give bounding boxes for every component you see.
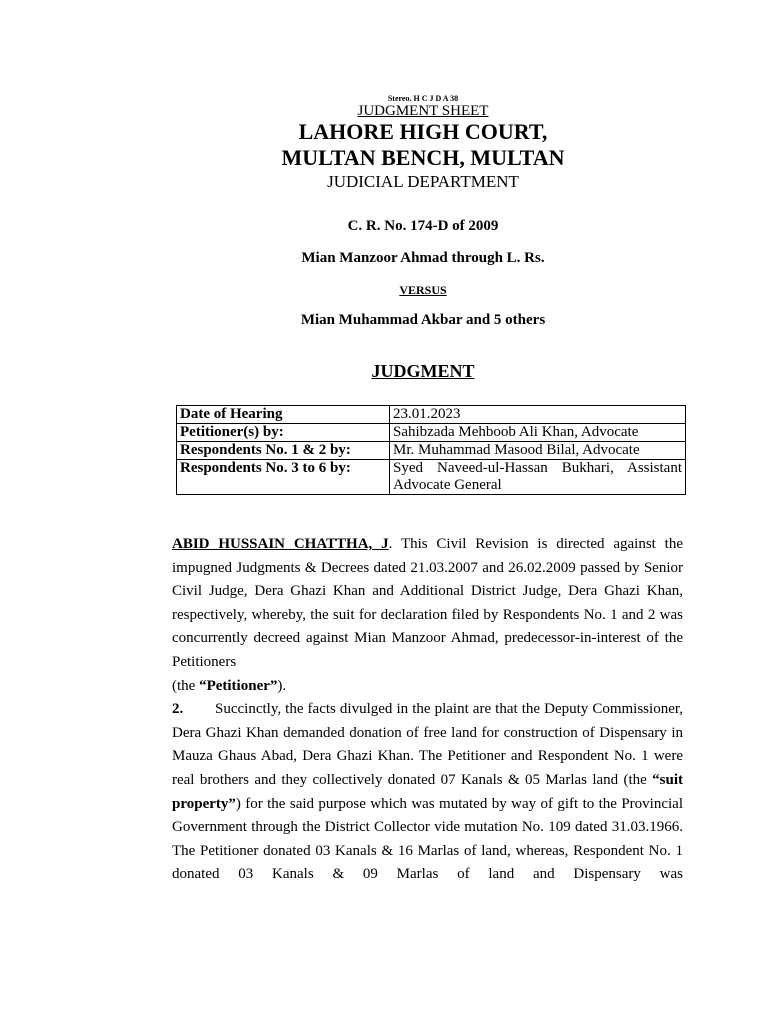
court-name [0,119,768,171]
paragraph-2-text-b: ) for the said purpose which was mutated by way of gift to the Provincial Government through the District Collector vide mutation No. 109 dated 31.03.1966. The Petitioner donated 03 Kanals & 16 Marlas of land, whereas, Respondent No. 1 donated 03 Kanals & 09 Marlas of land and Dispensary was [172,795,683,883]
versus-label: VERSUS [399,283,447,297]
table-row [177,424,686,442]
table-row [177,442,686,460]
table-row [177,460,686,495]
table-value: Sahibzada Mehboob Ali Khan, Advocate [390,424,686,442]
paragraph-2 [172,698,683,887]
table-value: Mr. Muhammad Masood Bilal, Advocate [390,442,686,460]
court-name-line2: MULTAN BENCH, MULTAN [281,145,565,170]
paragraph-1-tail [172,675,683,699]
table-label: Respondents No. 3 to 6 by: [177,460,390,495]
table-value: 23.01.2023 [390,406,686,424]
stereo-code: Stereo. H C J D A 38 [387,94,459,103]
court-name-line1: LAHORE HIGH COURT, [298,119,548,144]
judgment-heading: JUDGMENT [371,361,475,381]
respondent-name: Mian Muhammad Akbar and 5 others [300,312,546,328]
paragraph-1 [172,533,683,675]
petitioner-defined-term: “Petitioner” [199,677,278,694]
paragraph-2-text-a: Succinctly, the facts divulged in the plaint are that the Deputy Commissioner, Dera Ghazi Khan demanded donation of free land for construction of Dispensary in Mauza Ghaus Abad, Dera Ghazi Khan. The Petitioner and Respondent No. 1 were real brothers and they collectively donated 07 Kanals & 05 Marlas land (the [172,701,683,788]
suit-property-defined-term: “suit property” [172,771,683,812]
paragraph-number: 2. [172,701,184,718]
table-row [177,406,686,424]
paragraph-1-text: . This Civil Revision is directed against the impugned Judgments & Decrees dated 21.03.2007 and 26.02.2009 passed by Senior Civil Judge, Dera Ghazi Khan and Additional District Judge, Dera Ghazi Khan, respectively, whereby, the suit for declaration filed by Respondents No. 1 and 2 was concurrently decreed against Mian Manzoor Ahmad, predecessor-in-interest of the Petitioners [172,536,683,670]
department: JUDICIAL DEPARTMENT [327,172,519,191]
hearing-info-table [176,405,686,495]
petitioner-name: Mian Manzoor Ahmad through L. Rs. [301,250,545,266]
table-value: Syed Naveed-ul-Hassan Bukhari, Assistant Advocate General [390,460,686,495]
table-label: Date of Hearing [177,406,390,424]
paragraph-1-tail-close: ). [277,677,287,694]
table-label: Petitioner(s) by: [177,424,390,442]
judgment-body [172,533,683,887]
judge-name: ABID HUSSAIN CHATTHA, J [172,536,389,552]
case-number: C. R. No. 174-D of 2009 [347,218,499,234]
table-label: Respondents No. 1 & 2 by: [177,442,390,460]
judgment-sheet-title: JUDGMENT SHEET [357,103,489,119]
paragraph-1-tail-open: (the [172,677,200,694]
